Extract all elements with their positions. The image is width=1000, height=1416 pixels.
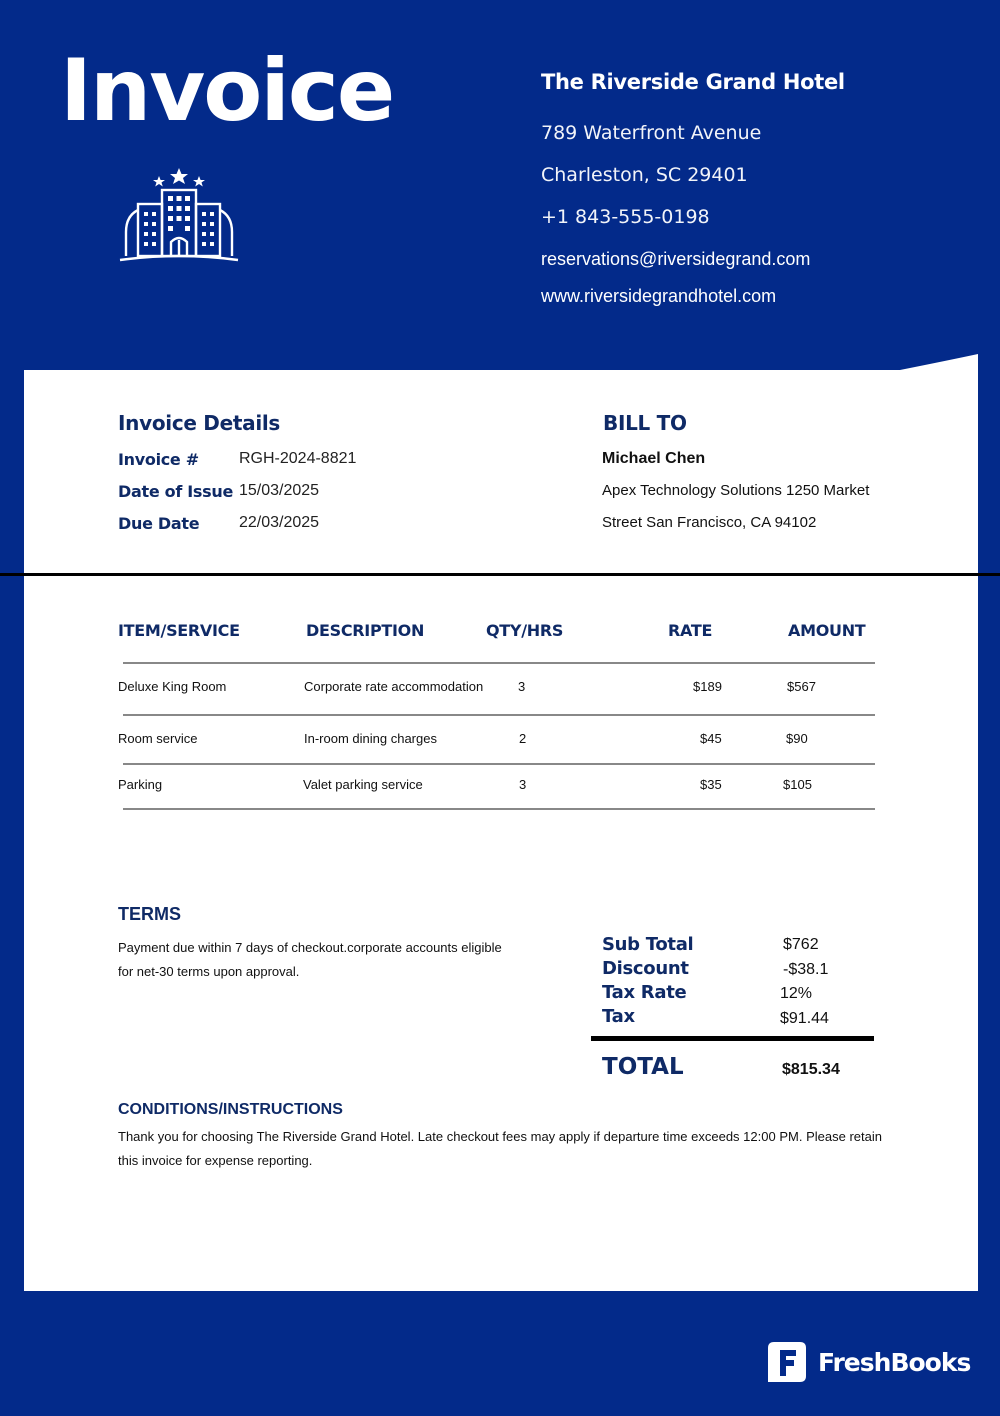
hotel-email[interactable]: reservations@riversidegrand.com (541, 249, 811, 269)
row2-rate: $45 (700, 731, 722, 746)
hotel-contact-block (541, 70, 845, 306)
bill-to-heading: BILL TO (603, 411, 687, 435)
discount-label: Discount (602, 958, 689, 979)
issue-date-value: 15/03/2025 (239, 482, 320, 499)
due-date-value: 22/03/2025 (239, 514, 320, 531)
conditions-text: Thank you for choosing The Riverside Grand Hotel. Late checkout fees may apply if departure time exceeds 12:00 PM. Please retain this invoice for expense reporting. (118, 1129, 882, 1168)
hotel-address-line1: 789 Waterfront Avenue (541, 122, 762, 144)
table-rule (123, 714, 875, 716)
table-rule (123, 763, 875, 765)
bill-to-address-line2: Street San Francisco, CA 94102 (602, 514, 817, 531)
row1-item: Deluxe King Room (118, 679, 227, 694)
totals-divider (591, 1036, 874, 1041)
subtotal-label: Sub Total (602, 934, 694, 955)
hotel-address-line2: Charleston, SC 29401 (541, 164, 748, 186)
terms-text: Payment due within 7 days of checkout.corporate accounts eligible for net-30 terms upon approval. (118, 940, 502, 979)
tax-rate-value: 12% (780, 985, 813, 1002)
col-header-amount: AMOUNT (788, 621, 866, 640)
bill-to-address-line1: Apex Technology Solutions 1250 Market (602, 482, 870, 499)
hotel-name: The Riverside Grand Hotel (541, 70, 845, 94)
row3-item: Parking (118, 777, 163, 792)
row1-description: Corporate rate accommodation (304, 679, 484, 694)
row2-description: In-room dining charges (304, 731, 437, 746)
tax-value: $91.44 (780, 1010, 829, 1027)
hotel-website[interactable]: www.riversidegrandhotel.com (541, 286, 777, 306)
row2-qty: 2 (519, 731, 527, 746)
row3-description: Valet parking service (303, 777, 423, 792)
freshbooks-logo[interactable] (766, 1339, 970, 1385)
total-value: $815.34 (782, 1061, 840, 1078)
freshbooks-brand: FreshBooks (818, 1347, 971, 1377)
total-label: TOTAL (602, 1054, 684, 1080)
row2-item: Room service (118, 731, 198, 746)
hotel-phone: +1 843-555-0198 (541, 206, 710, 228)
row1-amount: $567 (787, 679, 816, 694)
row3-rate: $35 (700, 777, 722, 792)
hotel-building-icon (116, 166, 242, 268)
table-rule (123, 808, 875, 810)
subtotal-value: $762 (783, 936, 819, 953)
section-divider (0, 573, 1000, 576)
row2-amount: $90 (786, 731, 808, 746)
tax-label: Tax (602, 1006, 635, 1027)
invoice-number-label: Invoice # (118, 450, 199, 469)
col-header-item: ITEM/SERVICE (118, 621, 240, 640)
invoice-number-value: RGH-2024-8821 (239, 450, 357, 467)
col-header-rate: RATE (668, 621, 713, 640)
row3-amount: $105 (783, 777, 812, 792)
col-header-description: DESCRIPTION (306, 621, 425, 640)
table-rule (123, 662, 875, 664)
row3-qty: 3 (519, 777, 527, 792)
row1-rate: $189 (693, 679, 722, 694)
row1-qty: 3 (518, 679, 526, 694)
due-date-label: Due Date (118, 514, 200, 533)
issue-date-label: Date of Issue (118, 482, 234, 501)
terms-heading: TERMS (118, 904, 181, 924)
bill-to-name: Michael Chen (602, 450, 706, 467)
invoice-title: Invoice (60, 41, 394, 141)
tax-rate-label: Tax Rate (602, 982, 687, 1003)
freshbooks-logo-icon (766, 1340, 808, 1384)
col-header-qty: QTY/HRS (486, 621, 564, 640)
invoice-details-heading: Invoice Details (118, 411, 281, 435)
discount-value: -$38.1 (783, 961, 829, 978)
conditions-heading: CONDITIONS/INSTRUCTIONS (118, 1101, 343, 1118)
